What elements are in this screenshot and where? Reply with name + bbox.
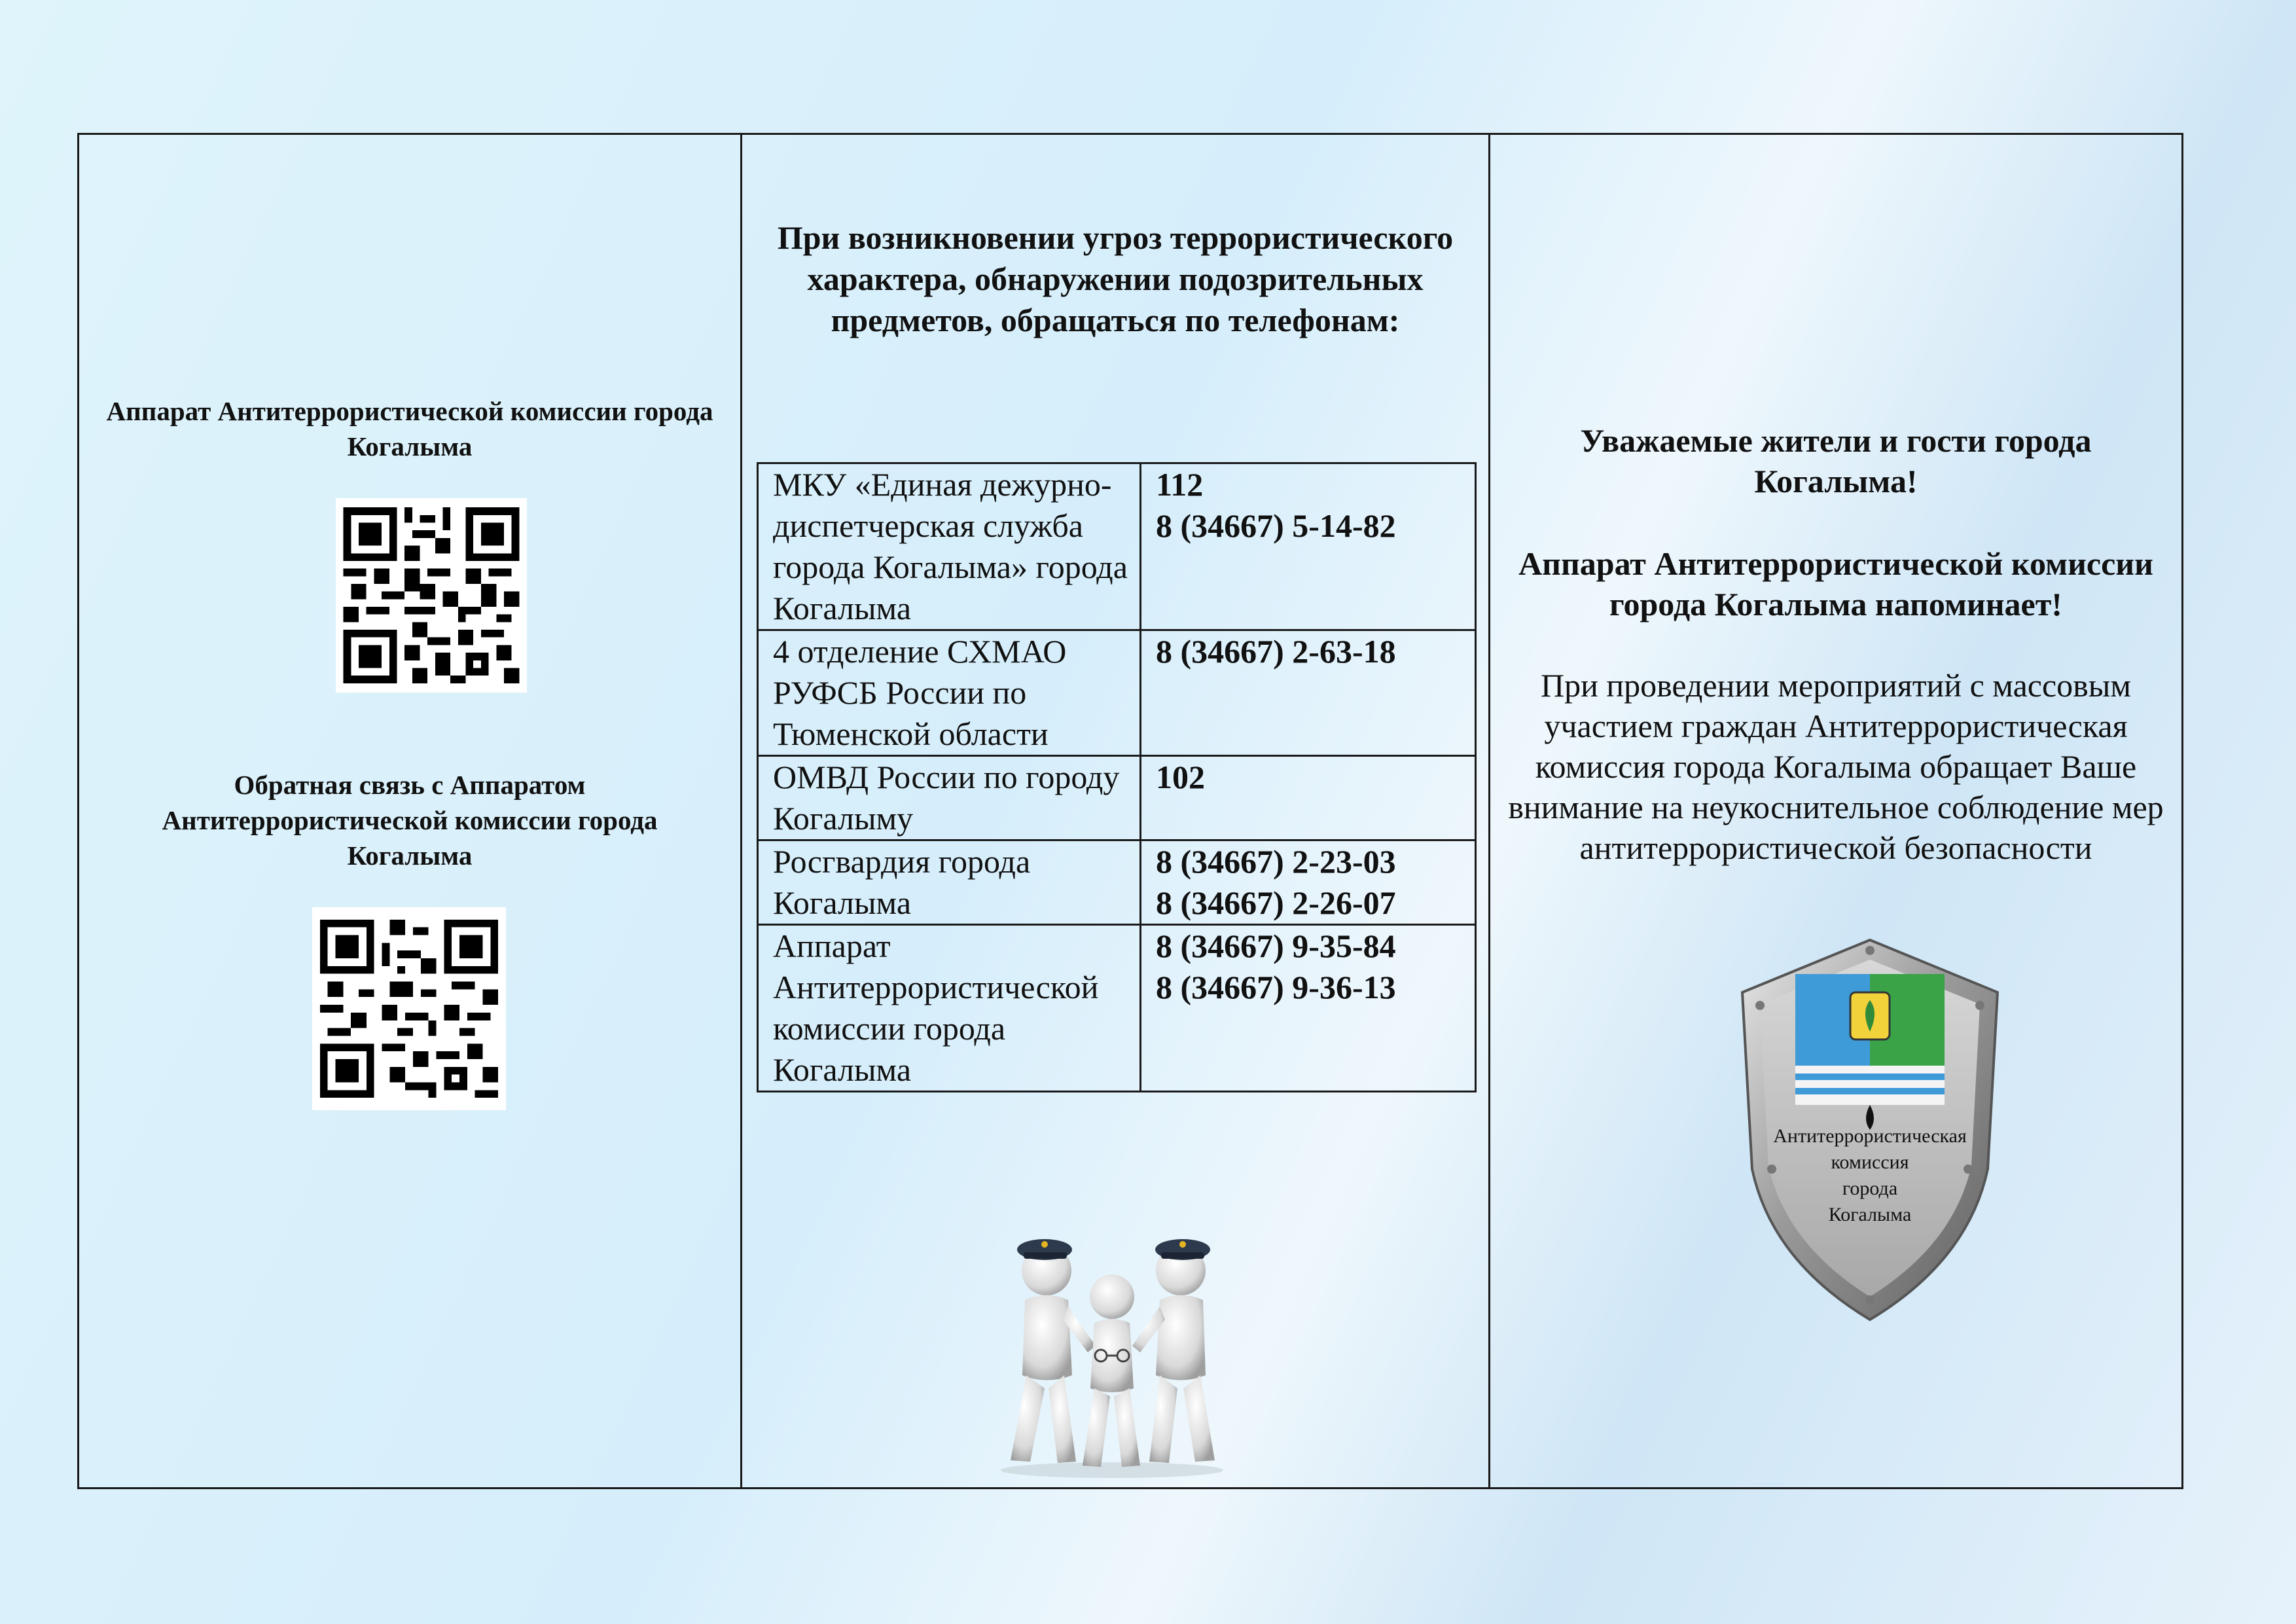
reminder-heading: Аппарат Антитеррористической комиссии города Когалыма напоминает! (1518, 545, 2153, 623)
org-name: ОМВД России по городу Когалыму (758, 756, 1141, 840)
org-name: Аппарат Антитеррористической комиссии города Когалыма (758, 925, 1141, 1092)
phone-number[interactable]: 8 (34667) 2-26-07 (1156, 884, 1396, 921)
middle-panel (742, 135, 1490, 1487)
qr-title: Аппарат Антитеррористической комиссии города Когалыма (106, 396, 713, 461)
phone-numbers (1141, 925, 1476, 1092)
leaflet-sheet (77, 133, 2183, 1489)
table-row (758, 756, 1476, 840)
phone-table (757, 462, 1477, 1092)
emblem-line: Антитеррористическая (1773, 1125, 1967, 1147)
commission-shield-emblem (1732, 933, 2007, 1326)
phone-numbers (1141, 840, 1476, 925)
table-row (758, 840, 1476, 925)
emergency-heading: При возникновении угроз террористического характера, обнаружении подозрительных предметов, обращаться по телефонам: (777, 219, 1454, 338)
safety-notice: При проведении мероприятий с массовым участием граждан Антитеррористическая комиссия города Когалыма обращает Ваше внимание на неукоснительное соблюдение мер антитеррористической безопасности (1508, 667, 2164, 866)
org-name: Росгвардия города Когалыма (758, 840, 1141, 925)
phone-number[interactable]: 112 (1156, 466, 1204, 503)
org-name: 4 отделение СХМАО РУФСБ России по Тюменской области (758, 630, 1141, 756)
emblem-line: города (1842, 1178, 1898, 1199)
phone-number[interactable]: 8 (34667) 9-35-84 (1156, 928, 1396, 964)
phone-number[interactable]: 8 (34667) 2-23-03 (1156, 843, 1396, 880)
table-row (758, 925, 1476, 1092)
phone-numbers (1141, 463, 1476, 630)
qr-code-icon[interactable] (336, 498, 527, 693)
table-row (758, 463, 1476, 630)
phone-number[interactable]: 8 (34667) 2-63-18 (1156, 633, 1396, 670)
greeting-heading: Уважаемые жители и гости города Когалыма! (1580, 422, 2092, 499)
feedback-title: Обратная связь с Аппаратом Антитеррористической комиссии города Когалыма (162, 770, 658, 871)
right-panel (1490, 135, 2181, 1487)
police-arrest-illustration (984, 1225, 1240, 1480)
emblem-line: Когалыма (1828, 1204, 1912, 1225)
org-name: МКУ «Единая дежурно-диспетчерская служба города Когалыма» города Когалыма (758, 463, 1141, 630)
emblem-line: комиссия (1831, 1151, 1909, 1173)
phone-numbers (1141, 630, 1476, 756)
left-panel (79, 135, 742, 1487)
phone-numbers (1141, 756, 1476, 840)
phone-number[interactable]: 8 (34667) 9-36-13 (1156, 969, 1396, 1005)
phone-number[interactable]: 102 (1156, 759, 1205, 795)
emblem-caption (1732, 1123, 2007, 1228)
phone-number[interactable]: 8 (34667) 5-14-82 (1156, 507, 1396, 544)
qr-code-icon[interactable] (312, 907, 506, 1110)
table-row (758, 630, 1476, 756)
